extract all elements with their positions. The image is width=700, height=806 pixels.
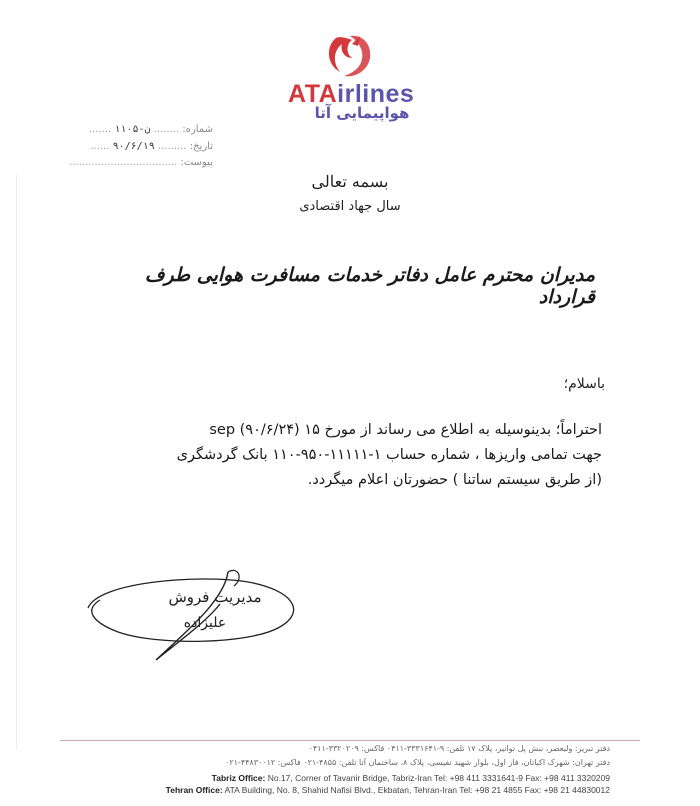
footer-tabriz-en <box>90 773 610 783</box>
footer-tehran-en-text: ATA Building, No. 8, Shahid Nafisi Blvd., Ekbatan, Tehran-Iran Tel: +98 21 4855 Fax: +98 21 44830012 <box>224 785 610 795</box>
footer-tehran-en <box>90 785 610 795</box>
footer-tehran-fa: دفتر تهران: شهرک اکباتان، فاز اول، بلوار شهید نفیسی، پلاک ۸، ساختمان آتا تلفن: ۴۸۵۵-۰۲۱ فاکس: ۴۴۸۳۰۰۱۲-۰۲۱ <box>225 758 610 767</box>
ref-date-dots: ......... <box>157 141 187 152</box>
signature-title: مدیریت فروش <box>168 588 262 606</box>
ref-date-dots-trailing: ...... <box>90 141 110 152</box>
ref-number-dots-trailing: ....... <box>88 124 112 135</box>
salutation: باسلام؛ <box>563 376 605 392</box>
ref-attachment-label: پیوست: <box>180 157 213 168</box>
body-line-2: جهت تمامی واریزها ، شماره حساب ۱-۱۱۱۱۱-۹۵۰-۱۱۰ بانک گردشگری <box>176 447 602 463</box>
year-slogan: سال جهاد اقتصادی <box>299 199 401 214</box>
footer-tabriz-en-text: No.17, Corner of Tavanir Bridge, Tabriz-Iran Tel: +98 411 3331641-9 Fax: +98 411 3320209 <box>267 773 610 783</box>
body-line-1: احتراماً؛ بدینوسیله به اطلاع می رساند از مورخ ۱۵ sep (۹۰/۶/۲۴) <box>209 422 602 438</box>
ref-date-value: ۹۰/۶/۱۹ <box>112 141 155 152</box>
footer-tabriz-en-label: Tabriz Office: <box>211 773 266 783</box>
ref-number-label: شماره: <box>182 124 213 135</box>
signature-name: علیزاده <box>183 615 227 631</box>
addressee-line: مدیران محترم عامل دفاتر خدمات مسافرت هوایی طرف قرارداد <box>144 264 595 308</box>
logo-wordmark-prefix: ATA <box>288 80 338 108</box>
ref-date-row <box>18 141 213 157</box>
body-line-3: (از طریق سیستم ساتنا ) حضورتان اعلام میگردد. <box>307 472 602 488</box>
ata-emblem-icon <box>322 30 374 82</box>
ref-number-dots: ........ <box>153 124 180 135</box>
footer-tabriz-fa: دفتر تبریز: ولیعصر، نبش پل توانیر، پلاک ۱۷ تلفن: ۹-۳۳۳۱۶۴۱-۰۴۱۱ فاکس: ۳۳۲۰۲۰۹-۰۴۱۱ <box>308 744 610 753</box>
ref-date-label: تاریخ: <box>189 141 213 152</box>
footer-tehran-en-label: Tehran Office: <box>165 785 223 795</box>
footer-divider <box>60 740 640 741</box>
bismillah-heading: بسمه تعالی <box>311 172 389 191</box>
ref-number-value: ن-۱۱۰۵ <box>114 124 151 135</box>
ref-number-row <box>18 124 213 140</box>
logo-persian-name: هواپیمایی آتا <box>314 104 410 122</box>
ref-attachment-dots: .................................. <box>69 157 178 168</box>
page-edge-line <box>16 175 17 750</box>
logo-wordmark-suffix: irlines <box>337 80 415 108</box>
ref-attachment-row <box>18 157 213 173</box>
